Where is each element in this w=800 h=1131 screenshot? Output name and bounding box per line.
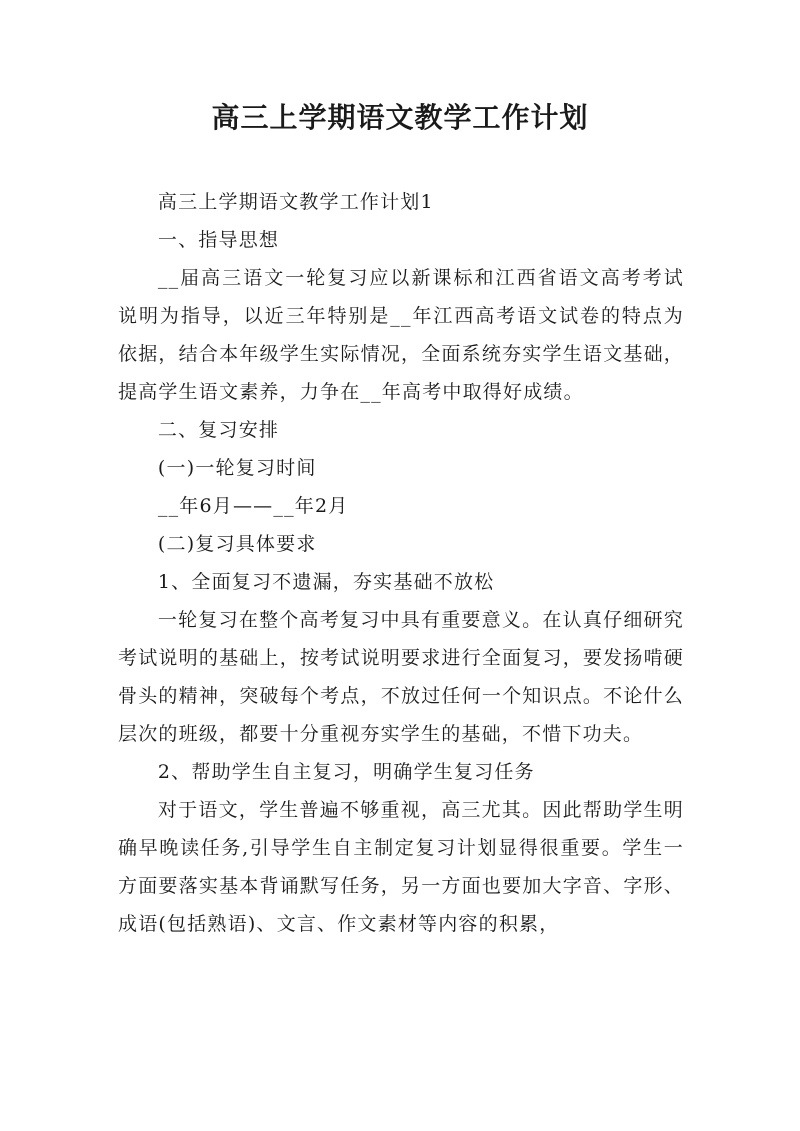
section-heading-review-arrangement: 二、复习安排 — [157, 419, 280, 441]
subheading-first-round-time: (一)一轮复习时间 — [157, 457, 317, 479]
item-heading-2: 2、帮助学生自主复习，明确学生复习任务 — [157, 761, 535, 783]
paragraph-time-range: __年6月——__年2月 — [157, 495, 349, 517]
plan-heading: 高三上学期语文教学工作计划1 — [157, 191, 434, 213]
paragraph-guiding-thought: __届高三语文一轮复习应以新课标和江西省语文高考考试说明为指导，以近三年特别是__年江西高考语文试卷的特点为依据，结合本年级学生实际情况，全面系统夯实学生语文基础，提高学生语文素养，力争在__年高考中取得好成绩。 — [118, 267, 684, 403]
section-heading-guiding-thought: 一、指导思想 — [157, 229, 280, 251]
paragraph-item-2: 对于语文，学生普遍不够重视，高三尤其。因此帮助学生明确早晚读任务,引导学生自主制定复习计划显得很重要。学生一方面要落实基本背诵默写任务，另一方面也要加大字音、字形、成语(包括熟语)、文言、作文素材等内容的积累， — [118, 799, 684, 935]
document-title: 高三上学期语文教学工作计划 — [211, 101, 589, 134]
document-body — [118, 183, 684, 943]
paragraph-item-1: 一轮复习在整个高考复习中具有重要意义。在认真仔细研究考试说明的基础上，按考试说明要求进行全面复习，要发扬啃硬骨头的精神，突破每个考点，不放过任何一个知识点。不论什么层次的班级，都要十分重视夯实学生的基础，不惜下功夫。 — [118, 609, 684, 745]
subheading-specific-requirements: (二)复习具体要求 — [157, 533, 317, 555]
item-heading-1: 1、全面复习不遗漏，夯实基础不放松 — [157, 571, 495, 593]
